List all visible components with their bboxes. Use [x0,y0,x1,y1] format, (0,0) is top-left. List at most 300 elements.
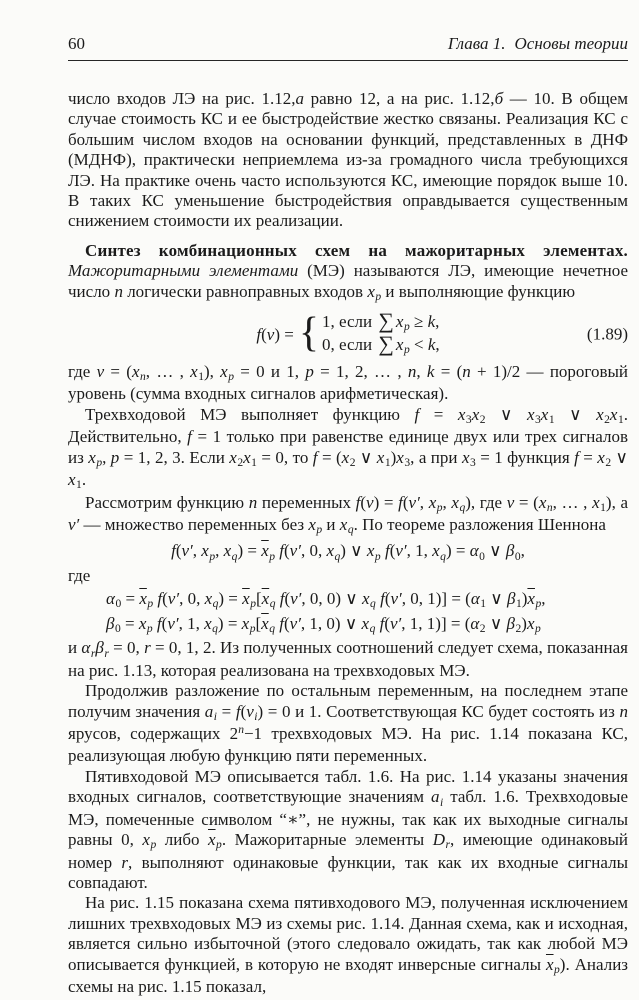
text-run: ) = [237,541,262,561]
text-run: p [110,447,120,467]
text-run: x [88,447,96,467]
text-run: = 1 только при равенстве единице двух или трех сигналов из [68,427,628,467]
text-run: $\overline{x}$ [545,954,554,974]
text-run: 1 [198,370,204,384]
text-run: x [451,492,459,512]
text-run: , 0, 0) ∨ [301,588,362,608]
text-run: ( [175,541,182,561]
text-run: n [546,500,553,514]
text-run: ν′ [395,541,407,561]
text-run: ∑ [378,309,394,334]
text-run: p [146,621,153,635]
text-run: $\overline{x}$ [261,613,269,633]
display-formula [68,614,628,636]
text-run: $\overline{x}$ [208,830,216,850]
text-run: f [256,324,262,344]
text-run: x [526,613,535,633]
equation-lhs [256,324,293,345]
text-run: x [362,588,370,608]
text-run: x [341,447,350,467]
text-run: x [220,362,228,382]
text-run: x [68,470,76,490]
text-run: , а при [410,447,462,467]
text-run: ) ∨ [340,541,367,561]
text-run: , [435,335,440,355]
text-run: q [334,549,341,563]
text-run: . Действительно, [68,404,628,447]
text-run: n [248,492,258,512]
text-run: . Мажоритарные элементы [221,830,433,850]
text-run: n [619,701,628,721]
text-run: q [369,621,376,635]
text-run: x [526,404,535,424]
text-run: число входов ЛЭ на рис. 1.12, [68,89,296,108]
text-run: i [254,709,258,723]
text-run: x [131,362,140,382]
text-run: 2 [479,621,486,635]
text-run: переменных [257,492,356,512]
text-run: β [95,638,104,658]
text-run: D [432,830,446,850]
text-run: r [445,838,451,852]
text-run: f [171,541,176,561]
text-run: 3 [404,455,411,469]
text-run: x [457,404,466,424]
text-run: k [427,312,436,332]
text-run: i [440,795,444,809]
text-run: ) = [274,324,294,344]
text-run: ( [162,588,168,608]
text-run: ) [521,588,528,608]
text-run: x [190,362,198,382]
text-run: x [367,281,375,301]
display-formula [68,541,628,563]
text-run: ν′ [167,613,179,633]
text-run: , 0, 1)] = ( [401,588,471,608]
text-run: $\overline{x}$ [261,588,270,608]
page-number: 60 [68,34,85,53]
text-run: = ( [104,362,132,382]
paragraph [68,493,628,538]
paragraph [68,767,628,893]
text-run: ( [161,613,168,633]
text-run: r [121,852,129,872]
text-run: , [419,492,429,512]
text-run: логически равноправных входов [122,281,368,301]
text-run: Мажоритарными элементами [68,261,299,281]
text-run: x [395,335,404,355]
text-run: , [215,541,224,561]
text-run: ν′ [290,588,302,608]
text-run: f [355,492,361,512]
text-run: ( [261,324,267,344]
text-run: β [507,588,516,608]
text-run: x [471,404,480,424]
text-run: , 0, [179,588,205,608]
text-run: −1 трехвходовых МЭ. На рис. 1.14 показана КС, реализующая любую функцию пяти переменных. [68,724,628,766]
text-run: 0, если [322,335,377,355]
text-run: 0 [115,596,122,610]
text-run: x [204,588,213,608]
text-run: , 1, 0) ∨ [300,613,362,633]
text-run: 3 [465,413,472,427]
text-run: n [114,281,123,301]
text-run: , [520,541,525,561]
text-run: β [506,613,515,633]
text-run: Рассмотрим функцию [85,492,249,512]
text-run: = 0, 1, 2. Из полученных соотношений следует схема, показанная на рис. 1.13, которая реализована на трехвходовых МЭ. [68,638,628,680]
text-run: , … , [145,362,191,382]
text-run: p [209,549,216,563]
equation-cases [68,311,628,357]
text-run: p [305,362,314,382]
text-run: 3 [535,413,541,427]
text-run: p [316,523,323,537]
text-run: x [366,541,375,561]
text-run: a [204,701,214,721]
text-run: , [102,447,111,467]
text-run: , 0, [300,541,327,561]
text-run: q [212,596,219,610]
text-run: Продолжив разложение по остальным переменным, на последнем этапе получим значения [68,681,628,721]
text-run: = [217,701,236,721]
text-run: q [347,523,354,537]
text-run: p [535,596,542,610]
text-run: ( [283,613,290,633]
text-run: x [138,613,147,633]
text-run: 1 [600,500,606,514]
text-run: n [407,362,417,382]
text-run: x [223,541,232,561]
text-run: p [150,838,157,852]
text-run: где [68,362,97,382]
text-run: = ( [514,492,539,512]
text-run: p [250,596,256,610]
text-run: — множество переменных без [79,514,309,534]
text-run: x [142,830,150,850]
text-run: = ( [317,447,342,467]
text-run: f [380,588,385,608]
text-run: f [379,613,385,633]
text-run: ). Анализ схемы на рис. 1.15 показал, [68,954,629,996]
text-run: , выполняют одинаковые функции, так как их входные сигналы совпадают. [68,852,628,892]
text-run: где [68,565,91,585]
text-run: ν [266,324,275,344]
text-run: $\overline{x}$ [261,541,269,561]
text-run: 2 [349,455,356,469]
text-run: q [459,500,466,514]
paragraph [68,681,628,767]
display-formula [68,589,628,611]
paragraph [68,405,628,493]
text-run: ), где [465,492,507,512]
paragraph [68,566,628,586]
text-run: f [398,492,403,512]
text-run: 3 [469,455,476,469]
text-run: , 1, 1)] = ( [401,613,471,633]
paragraph [68,893,628,997]
text-run: Пятивходовой МЭ описывается табл. 1.6. На рис. 1.14 указаны значения входных сигналов, соответствующие значениям [68,766,628,807]
text-run: ) = [445,541,470,561]
text-run: f [156,613,162,633]
text-run: x [241,613,250,633]
text-run: p [269,549,276,563]
text-run: q [212,621,218,635]
text-run: , [192,541,202,561]
text-run: x [201,541,209,561]
text-run: ( [284,588,291,608]
text-run: ( [284,541,290,561]
text-run: ) = [218,588,243,608]
text-run: 0 [479,549,485,563]
text-run: f [279,613,284,633]
text-run: = [419,404,458,424]
text-run: 1 [548,413,555,427]
text-run: ν′ [289,541,301,561]
text-run: β [505,541,515,561]
text-run: k [427,335,436,355]
text-run: f [279,588,285,608]
text-run: равно 12, а на рис. 1.12, [303,89,495,108]
text-run: p [374,549,381,563]
text-run: p [554,962,560,976]
text-run: = 1, 2, … , [313,362,408,382]
text-run: x [432,541,440,561]
text-run: , [435,312,440,332]
text-run: ν [506,492,515,512]
text-run: x [596,404,604,424]
text-run: x [376,447,385,467]
text-run: ∨ [611,447,628,467]
text-run: p [403,320,410,334]
text-run: ∨ [484,541,506,561]
text-run: β [106,613,115,633]
text-run: ν′ [167,588,180,608]
text-run: 1 [480,596,487,610]
text-run: = 1 функция [475,447,575,467]
text-run: x [540,404,549,424]
text-run: , 1, [178,613,205,633]
text-run: ν [246,701,254,721]
text-run: x [461,447,470,467]
text-run: f [312,447,318,467]
text-run: f [384,541,390,561]
text-run: и [68,638,82,658]
text-run: = [121,588,140,608]
text-run: x [538,492,547,512]
text-run: ν′ [408,492,420,512]
text-run: ( [389,541,396,561]
text-run: < [409,335,428,355]
text-run: ν′ [181,541,193,561]
text-run: x [204,613,212,633]
text-run: ∨ [355,447,377,467]
text-run: $\overline{x}$ [242,588,250,608]
text-run: ) [390,447,397,467]
text-run: p [436,500,443,514]
text-run: q [269,621,275,635]
text-run: f [235,701,241,721]
text-run: 1 [384,455,391,469]
text-run: 1 [251,455,257,469]
text-run: ∨ [486,588,507,608]
chapter-title: Основы теории [514,34,628,53]
text-run: Синтез комбинационных схем на мажоритарных элементах. [85,240,628,260]
text-run: ( [402,492,409,512]
text-run: α [470,613,480,633]
text-run: . По теореме разложения Шеннона [353,514,606,534]
text-run: a [431,787,440,807]
text-run: 0 [514,549,521,563]
text-run: ∨ [485,613,507,633]
text-run: f [279,541,284,561]
text-run: α [106,588,115,608]
equation-row [322,334,440,357]
text-run: ), [203,362,221,382]
text-run: ) [521,613,527,633]
text-run: x [609,404,618,424]
text-run: ν′ [390,613,402,633]
text-run: f [574,447,579,467]
chapter-header [448,34,628,53]
text-run: 2 [605,455,612,469]
text-run: p [147,596,154,610]
page-body [68,89,628,997]
text-run: 2 [479,413,486,427]
text-run: , имеющие одинаковый номер [68,830,629,872]
equation-row [322,311,440,334]
text-run: 2 [237,455,244,469]
page-header [68,34,628,61]
text-run: p [228,370,234,384]
text-run: ν′ [390,588,402,608]
text-run: На рис. 1.15 показана схема пятивходового МЭ, полученная исключением лишних трехвходовых МЭ из схемы рис. 1.14. Данная схема, как и исходная, является сильно избыточной (этого следовало ожидать, так как любой МЭ описывается функцией, в которую не входят инверсные сигналы [68,893,628,974]
text-run: ( [384,613,391,633]
text-run: = ( [434,362,463,382]
text-run: α [470,588,480,608]
text-run: p [96,455,103,469]
text-run: x [597,447,605,467]
text-run: Трехвходовой МЭ выполняет функцию [85,404,415,424]
text-run: [ [255,613,262,633]
text-run: ∨ [554,404,597,424]
text-run: , [541,588,546,608]
text-run: ∨ [485,404,527,424]
text-run: + 1)/2 — пороговый уровень (сумма входных сигналов арифметическая). [68,362,629,404]
paragraph [68,89,628,232]
text-run: p [375,289,382,303]
text-run: ) = [217,613,242,633]
text-run: x [395,312,404,332]
text-run: ), а [605,492,629,512]
text-run: x [326,541,334,561]
text-run: б [494,89,504,108]
text-run: = [120,613,139,633]
text-run: x [592,492,600,512]
text-run: 0 [114,621,121,635]
text-run: ( [360,492,367,512]
text-run: r [104,646,109,660]
text-run: n [238,723,244,737]
text-run: q [231,549,238,563]
text-run: ) = 0 и 1. Соответствующая КС будет состоять из [257,701,620,721]
text-run: и выполняющие функцию [381,281,576,301]
text-run: f [157,588,163,608]
text-run: а [295,89,304,108]
text-run: 1 [515,596,522,610]
equation-number: (1.89) [586,324,628,344]
text-run: x [308,514,316,534]
text-run: = 0 и 1, [234,362,306,382]
text-run: = [578,447,598,467]
text-run: x [229,447,237,467]
text-run: , 1, [406,541,433,561]
text-run: ∑ [378,332,394,357]
text-run: табл. 1.6. Трехвходовые МЭ, помеченные символом “∗”, не нужны, так как их выходные сигналы равны 0, [68,787,628,850]
text-run: r [90,646,96,660]
paragraph [68,638,628,681]
text-run: q [370,596,376,610]
text-run: x [339,514,348,534]
text-run: ν′ [68,514,80,534]
text-run: , [442,492,452,512]
text-run: ( [240,701,247,721]
text-run: $\overline{x}$ [527,588,535,608]
text-run: и [322,514,340,534]
text-run: n [140,370,146,384]
text-run: ν′ [289,613,301,633]
text-run: q [269,596,276,610]
text-run: ( [384,588,391,608]
text-run: r [144,638,151,658]
text-run: либо [156,830,208,850]
text-run: x [243,447,251,467]
text-run: (МЭ) называются ЛЭ, имеющие нечетное число [68,261,628,301]
text-run: p [249,621,256,635]
text-run: [ [255,588,262,608]
text-run: — 10. В общем случае стоимость КС и ее быстродействие жестко связаны. Реализация КС с большим числом входов на основании функций, представленных в ДНФ (МДНФ), практически неприемлема из-за громадного числа требующихся ЛЭ. На практике очень часто используются КС, имеющие порядок выше 10. В таких КС уменьшение быстродействия оправдывается существенным снижением стоимости их реализации. [68,89,628,231]
text-run: p [535,621,541,635]
text-run: , … , [552,492,593,512]
text-run: x [396,447,404,467]
text-run: p [216,838,222,852]
text-run: 1 [617,413,624,427]
equation-rows [322,311,440,357]
paragraph [68,241,628,304]
text-run: n [462,362,471,382]
text-run: q [440,549,446,563]
text-run: f [187,427,192,447]
text-run: f [414,404,420,424]
left-brace-glyph: { [298,310,320,357]
text-run: $\overline{x}$ [139,588,147,608]
text-run: x [428,492,437,512]
text-run: = 0, то [256,447,313,467]
text-run: α [469,541,479,561]
text-run: i [213,709,217,723]
text-run: ≥ [409,312,428,332]
text-run: ) = [373,492,399,512]
text-run: ν [96,362,105,382]
text-run: α [81,638,91,658]
text-run: 2 [604,413,610,427]
text-run: 1 [76,478,82,492]
paragraph [68,362,628,405]
text-run: . [81,470,87,490]
text-run: ν [366,492,374,512]
text-run: , [416,362,427,382]
text-run: 2 [515,621,522,635]
